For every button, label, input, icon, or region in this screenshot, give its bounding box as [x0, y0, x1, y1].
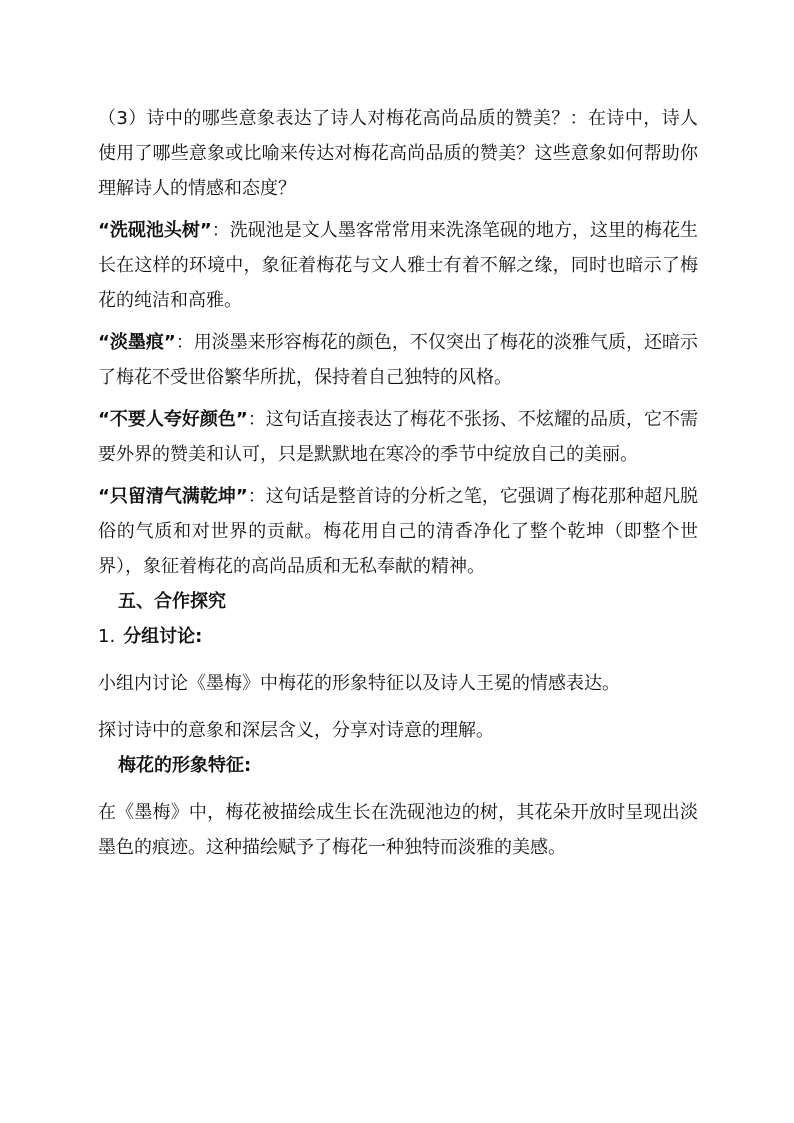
imagery-term-3: “不要人夸好颜色” [98, 409, 248, 430]
question-paragraph [98, 101, 698, 206]
imagery-text-2: ：用淡墨来形容梅花的颜色，不仅突出了梅花的淡雅气质，还暗示了梅花不受世俗繁华所扰，保持着自己独特的风格。 [98, 332, 698, 388]
document-page [98, 101, 698, 865]
imagery-text-1: ：洗砚池是文人墨客常常用来洗涤笔砚的地方，这里的梅花生长在这样的环境中，象征着梅花与文人雅士有着不解之缘，同时也暗示了梅花的纯洁和高雅。 [98, 220, 698, 311]
item-label: 分组讨论: [123, 626, 203, 647]
imagery-text-3: ：这句话直接表达了梅花不张扬、不炫耀的品质，它不需要外界的赞美和认可，只是默默地在寒冷的季节中绽放自己的美丽。 [98, 409, 698, 465]
numbered-item-1 [98, 619, 698, 654]
final-paragraph: 在《墨梅》中，梅花被描绘成生长在洗砚池边的树，其花朵开放时呈现出淡墨色的痕迹。这种描绘赋予了梅花一种独特而淡雅的美感。 [98, 802, 698, 858]
imagery-paragraph-3 [98, 402, 698, 472]
discussion-line-1: 小组内讨论《墨梅》中梅花的形象特征以及诗人王冕的情感表达。 [98, 673, 620, 694]
imagery-paragraph-1 [98, 213, 698, 318]
imagery-term-4: “只留清气满乾坤” [98, 486, 248, 507]
imagery-paragraph-4 [98, 479, 698, 584]
question-text: （3）诗中的哪些意象表达了诗人对梅花高尚品质的赞美？：在诗中，诗人使用了哪些意象或比喻来传达对梅花高尚品质的赞美？这些意象如何帮助你理解诗人的情感和态度？ [98, 108, 698, 199]
imagery-paragraph-2 [98, 325, 698, 395]
imagery-term-2: “淡墨痕” [98, 332, 176, 353]
item-number: 1. [98, 626, 116, 647]
discussion-line-2: 探讨诗中的意象和深层含义，分享对诗意的理解。 [98, 720, 494, 741]
section-heading: 五、合作探究 [118, 591, 226, 612]
sub-heading: 梅花的形象特征: [118, 755, 252, 776]
imagery-text-4: ：这句话是整首诗的分析之笔，它强调了梅花那种超凡脱俗的气质和对世界的贡献。梅花用自己的清香净化了整个乾坤（即整个世界），象征着梅花的高尚品质和无私奉献的精神。 [98, 486, 698, 577]
imagery-term-1: “洗砚池头树” [98, 220, 212, 241]
